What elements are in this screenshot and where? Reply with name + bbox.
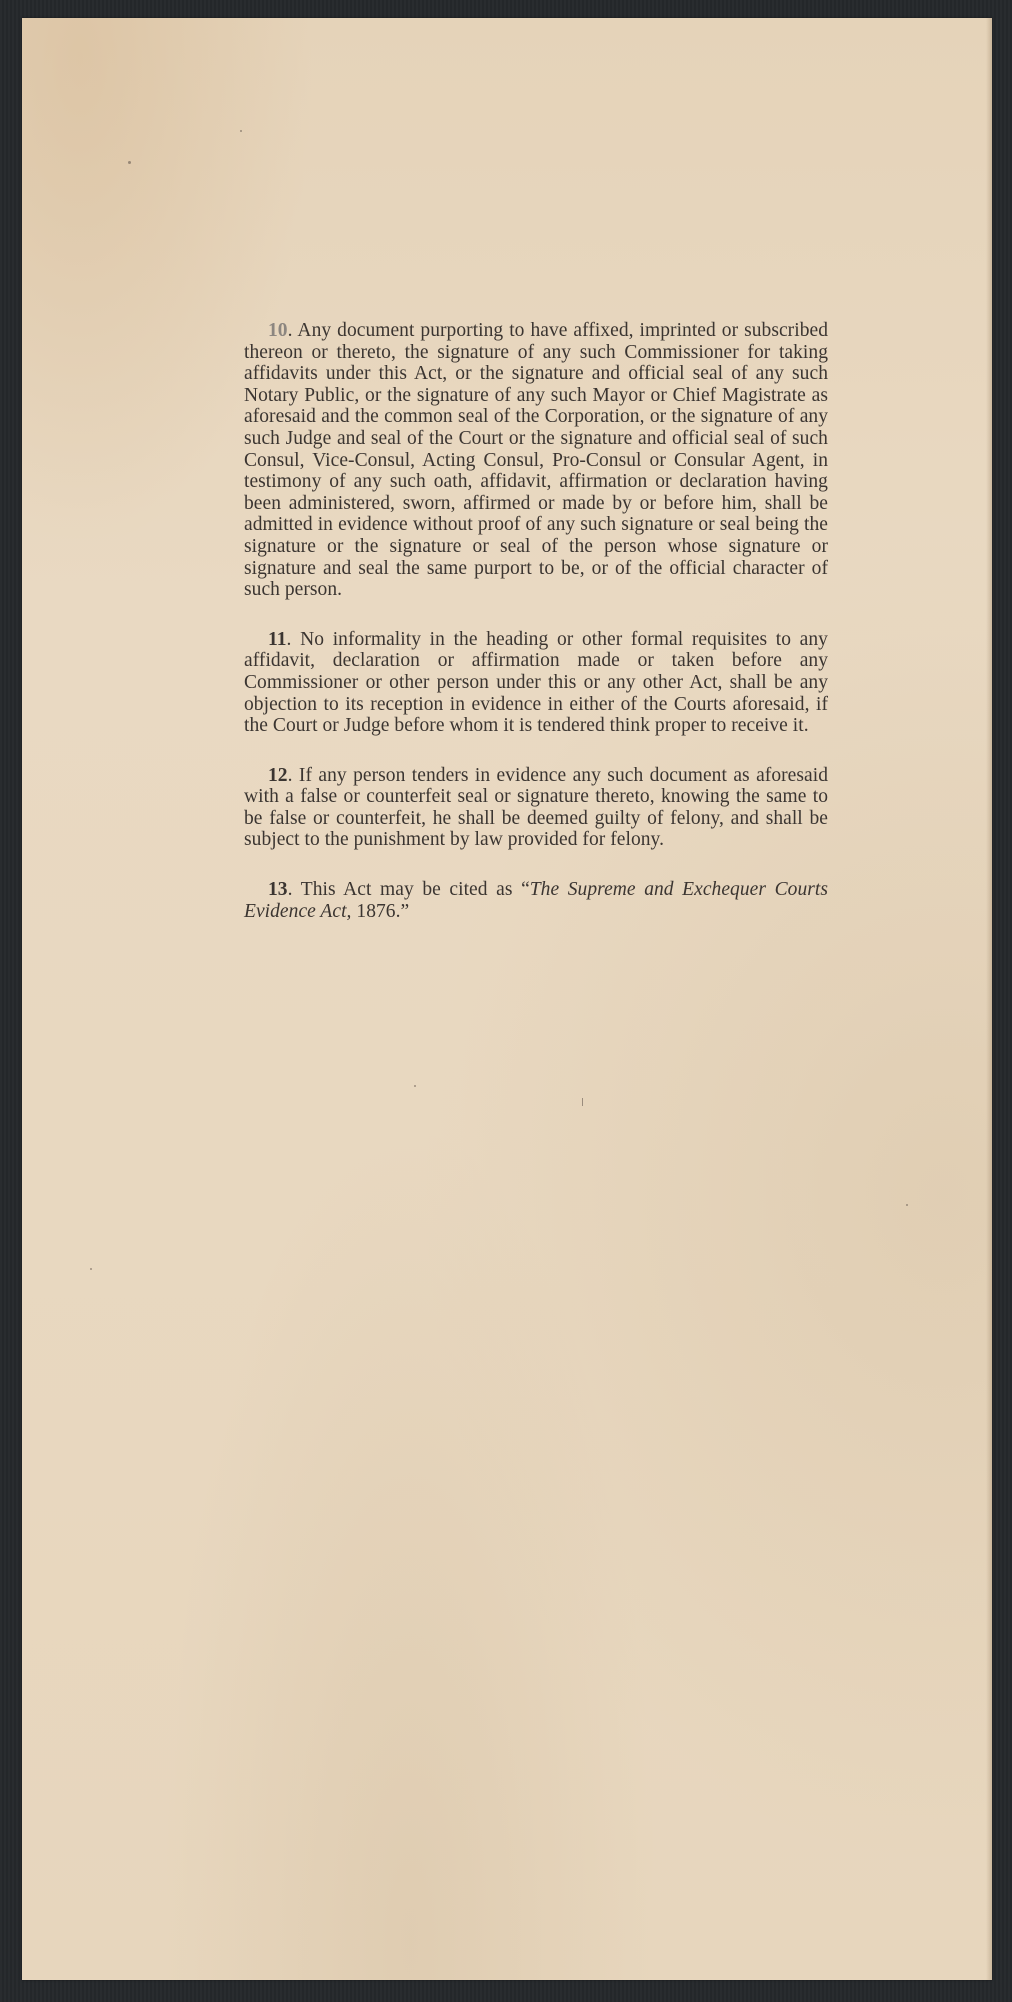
paper-speck <box>414 1085 416 1087</box>
paper-speck <box>90 1268 92 1270</box>
act-text <box>244 320 828 950</box>
act-citation: The Supreme and Exchequer Courts Evidence Act, <box>244 879 828 922</box>
section-11 <box>244 629 828 737</box>
paper-speck <box>240 130 242 132</box>
section-13 <box>244 879 828 922</box>
section-body: . If any person tenders in evidence any such document as aforesaid with a false or counterfeit seal or signature thereto, knowing the same to be false or counterfeit, he shall be deemed guilty of felony, and shall be subject to the punishment by law provided for felony. <box>244 764 828 851</box>
section-body-end: 1876.” <box>351 900 410 922</box>
section-body: . No informality in the heading or other formal requisites to any affidavit, declaration or affirmation made or taken before any Commissioner or other person under this or any other Act, shall be any objection to its reception in evidence in either of the Courts aforesaid, if the Court or Judge before whom it is tendered think proper to receive it. <box>244 628 828 737</box>
section-number: 12 <box>268 764 288 786</box>
document-page <box>22 18 992 1980</box>
section-body: . Any document purporting to have affixed, imprinted or subscribed thereon or thereto, the signature of any such Commissioner for taking affidavits under this Act, or the signature and official seal of any such Notary Public, or the signature of any such Mayor or Chief Magistrate as aforesaid and the common seal of the Corporation, or the signature of any such Judge and seal of the Court or the signature and official seal of such Consul, Vice-Consul, Acting Consul, Pro-Consul or Consular Agent, in testimony of any such oath, affidavit, affirmation or declaration having been administered, sworn, affirmed or made by or before him, shall be admitted in evidence without proof of any such signature or seal being the signature or the signature or seal of the person whose signature or signature and seal the same purport to be, or of the official character of such person. <box>244 320 828 601</box>
section-body: . This Act may be cited as “ <box>287 879 530 901</box>
section-10 <box>244 320 828 601</box>
section-12 <box>244 765 828 851</box>
section-number: 11 <box>268 628 287 650</box>
paper-speck <box>582 1098 583 1106</box>
paper-speck <box>906 1204 908 1206</box>
paper-speck <box>128 161 131 164</box>
section-number: 10 <box>268 320 288 341</box>
section-number: 13 <box>268 879 288 901</box>
